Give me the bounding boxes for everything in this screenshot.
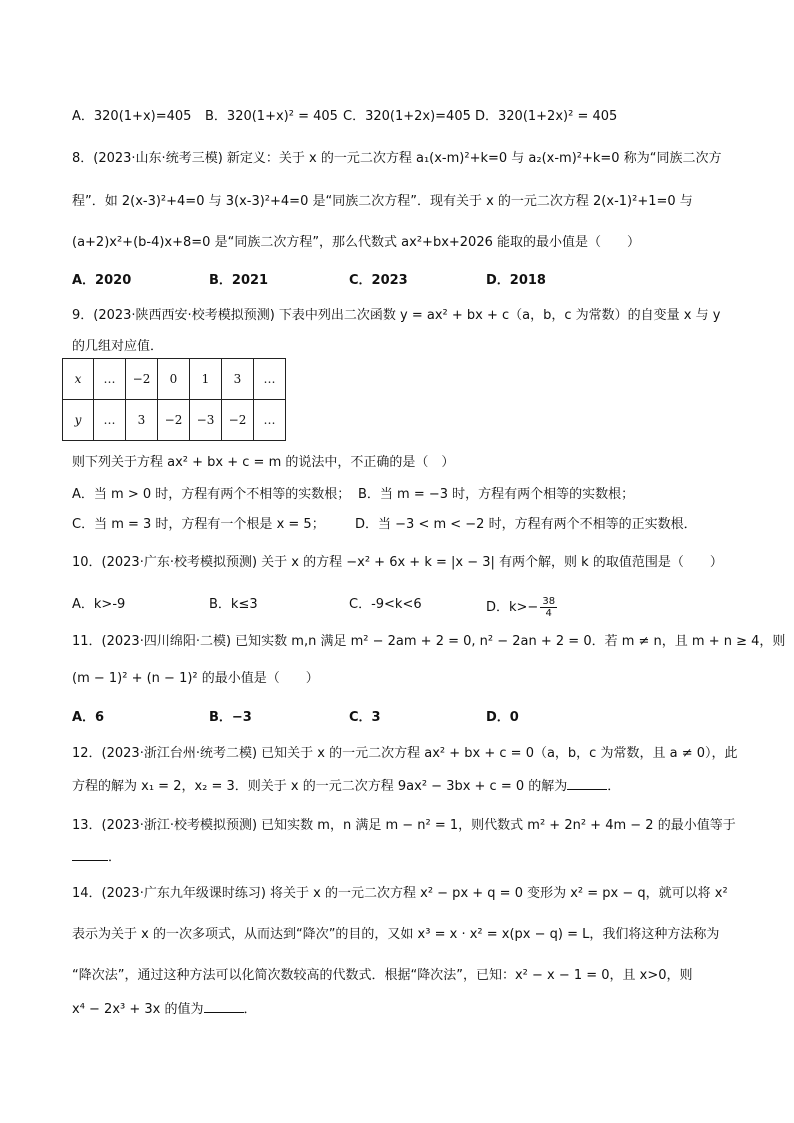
- q8-stem-line2: 程”．如 2(x-3)²+4=0 与 3(x-3)²+4=0 是“同族二次方程”．现有关于 x 的一元二次方程 2(x-1)²+1=0 与: [72, 194, 693, 209]
- q12-stem-line1: 12．(2023·浙江台州·统考二模) 已知关于 x 的一元二次方程 ax² + bx + c = 0（a，b，c 为常数，且 a ≠ 0），此: [72, 746, 738, 761]
- q12-text: 方程的解为 x₁ = 2，x₂ = 3．则关于 x 的一元二次方程 9ax² − 3bx + c = 0 的解为: [72, 779, 568, 794]
- table-cell: …: [254, 400, 286, 441]
- q13-period: ．: [108, 850, 122, 865]
- q10-options: [72, 596, 734, 619]
- q10-fraction: [540, 596, 557, 619]
- q8-option-b: B．2021: [209, 273, 269, 288]
- q8-stem-line1: 8．(2023·山东·统考三模) 新定义：关于 x 的一元二次方程 a₁(x-m)²+k=0 与 a₂(x-m)²+k=0 称为“同族二次方: [72, 151, 722, 166]
- fraction-denominator: 4: [545, 608, 552, 619]
- q7-option-b: B．320(1+x)² = 405: [205, 109, 338, 124]
- answer-blank[interactable]: [567, 777, 607, 790]
- q9-stem-line1: 9．(2023·陕西西安·校考模拟预测) 下表中列出二次函数 y = ax² + bx + c（a，b，c 为常数）的自变量 x 与 y: [72, 308, 721, 323]
- q10-option-b: B．k≤3: [209, 597, 258, 612]
- table-cell: 0: [158, 359, 190, 400]
- q11-stem-line1: 11．(2023·四川绵阳·二模) 已知实数 m,n 满足 m² − 2am + 2 = 0, n² − 2an + 2 = 0．若 m ≠ n，且 m + n ≥ 4，则: [72, 634, 786, 649]
- q9-option-d: D．当 −3 < m < −2 时，方程有两个不相等的正实数根．: [355, 517, 697, 532]
- table-cell: −2: [126, 359, 158, 400]
- q8-option-c: C．2023: [349, 273, 408, 288]
- table-cell: −2: [158, 400, 190, 441]
- q12-stem-line2: [72, 777, 734, 796]
- table-cell: 3: [222, 359, 254, 400]
- q8-option-a: A．2020: [72, 273, 132, 288]
- q9-option-c: C．当 m = 3 时，方程有一个根是 x = 5；: [72, 517, 325, 532]
- q10-stem: 10．(2023·广东·校考模拟预测) 关于 x 的方程 −x² + 6x + k = |x − 3| 有两个解，则 k 的取值范围是（ ）: [72, 555, 723, 570]
- q14-stem-line3: “降次法”，通过这种方法可以化简次数较高的代数式．根据“降次法”，已知：x² − x − 1 = 0，且 x>0，则: [72, 968, 693, 983]
- q11-options: [72, 709, 734, 727]
- table-cell: …: [94, 359, 126, 400]
- q13-stem-line1: 13．(2023·浙江·校考模拟预测) 已知实数 m，n 满足 m − n² = 1，则代数式 m² + 2n² + 4m − 2 的最小值等于: [72, 818, 736, 833]
- q11-option-b: B．−3: [209, 710, 252, 725]
- q7-option-c: C．320(1+2x)=405: [343, 109, 471, 124]
- q11-option-c: C．3: [349, 710, 381, 725]
- q10-option-a: A．k>-9: [72, 597, 126, 612]
- q7-option-a: A．320(1+x)=405: [72, 109, 192, 124]
- table-cell: y: [63, 400, 94, 441]
- q11-option-d: D．0: [486, 710, 519, 725]
- q14-period: ．: [243, 1002, 257, 1017]
- answer-blank[interactable]: [204, 1000, 244, 1013]
- q9-options-ab: [72, 486, 734, 504]
- table-row-x: [63, 359, 286, 400]
- q8-stem-line3: (a+2)x²+(b-4)x+8=0 是“同族二次方程”，那么代数式 ax²+bx+2026 能取的最小值是（ ）: [72, 235, 641, 250]
- q9-option-b: B．当 m = −3 时，方程有两个相等的实数根；: [358, 487, 635, 502]
- q9-question: 则下列关于方程 ax² + bx + c = m 的说法中，不正确的是（ ）: [72, 455, 455, 470]
- q14-stem-line2: 表示为关于 x 的一次多项式，从而达到“降次”的目的，又如 x³ = x · x² = x(px − q) = L，我们将这种方法称为: [72, 927, 720, 942]
- q12-period: ．: [607, 779, 621, 794]
- q7-option-d: D．320(1+2x)² = 405: [475, 109, 618, 124]
- table-cell: −2: [222, 400, 254, 441]
- q11-option-a: A．6: [72, 710, 105, 725]
- q9-option-a: A．当 m > 0 时，方程有两个不相等的实数根；: [72, 487, 351, 502]
- q13-stem-line2: [72, 848, 734, 867]
- table-row-y: [63, 400, 286, 441]
- fraction-numerator: 38: [542, 596, 556, 607]
- q9-stem-line2: 的几组对应值．: [72, 339, 164, 354]
- table-cell: −3: [190, 400, 222, 441]
- table-cell: 1: [190, 359, 222, 400]
- q11-stem-line2: (m − 1)² + (n − 1)² 的最小值是（ ）: [72, 671, 319, 686]
- q8-options: [72, 272, 734, 290]
- answer-blank[interactable]: [72, 848, 108, 861]
- q7-options: [72, 108, 734, 126]
- q10-option-d-label: D．k>−: [486, 600, 539, 615]
- q14-stem-line4: [72, 1000, 734, 1019]
- q14-stem-line1: 14．(2023·广东九年级课时练习) 将关于 x 的一元二次方程 x² − px + q = 0 变形为 x² = px − q，就可以将 x²: [72, 886, 728, 901]
- q9-value-table: [62, 358, 286, 441]
- q10-option-d: [486, 596, 557, 619]
- q10-option-c: C．-9<k<6: [349, 597, 422, 612]
- table-cell: …: [94, 400, 126, 441]
- q8-option-d: D．2018: [486, 273, 546, 288]
- table-cell: 3: [126, 400, 158, 441]
- table-cell: …: [254, 359, 286, 400]
- q9-options-cd: [72, 516, 734, 534]
- q14-text: x⁴ − 2x³ + 3x 的值为: [72, 1002, 204, 1017]
- table-cell: x: [63, 359, 94, 400]
